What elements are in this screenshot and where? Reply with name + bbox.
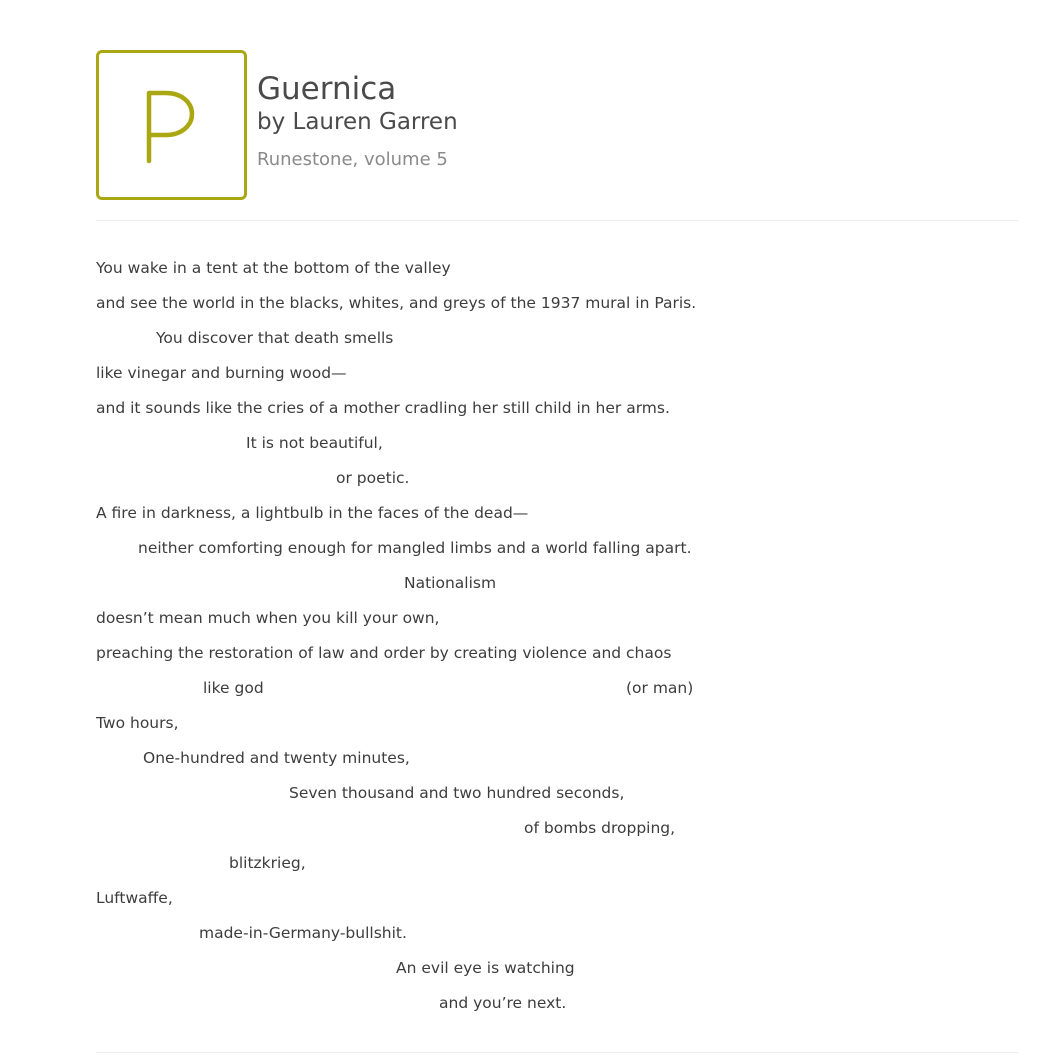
- poem-line: An evil eye is watching: [396, 959, 575, 977]
- poem-line: and it sounds like the cries of a mother cradling her still child in her arms.: [96, 399, 670, 417]
- poem-line: One-hundred and twenty minutes,: [143, 749, 410, 767]
- poem-line: A fire in darkness, a lightbulb in the faces of the dead—: [96, 504, 529, 522]
- p-letter-icon: [99, 53, 244, 197]
- publication-logo: [96, 50, 247, 200]
- poem-line: Luftwaffe,: [96, 889, 173, 907]
- poem-line: or poetic.: [336, 469, 410, 487]
- title-block: [257, 70, 458, 172]
- poem-line: It is not beautiful,: [246, 434, 383, 452]
- poem-line: of bombs dropping,: [524, 819, 676, 837]
- poem-line: and see the world in the blacks, whites, and greys of the 1937 mural in Paris.: [96, 294, 697, 312]
- poem-line: You discover that death smells: [156, 329, 394, 347]
- header-divider: [96, 220, 1018, 221]
- poem-line: neither comforting enough for mangled limbs and a world falling apart.: [138, 539, 692, 557]
- poem-line: Seven thousand and two hundred seconds,: [289, 784, 625, 802]
- poem-line: like god: [203, 679, 264, 697]
- footer-divider: [96, 1052, 1018, 1053]
- author-byline: by Lauren Garren: [257, 109, 458, 135]
- poem-line: doesn’t mean much when you kill your own,: [96, 609, 440, 627]
- poem-title: Guernica: [257, 71, 397, 107]
- poem-line: preaching the restoration of law and order by creating violence and chaos: [96, 644, 672, 662]
- poem-line: Two hours,: [96, 714, 179, 732]
- poem-line: Nationalism: [404, 574, 497, 592]
- poem-line: and you’re next.: [439, 994, 567, 1012]
- poem-line: You wake in a tent at the bottom of the valley: [96, 259, 451, 277]
- poem-line: like vinegar and burning wood—: [96, 364, 347, 382]
- publication-source: Runestone, volume 5: [257, 149, 448, 170]
- article: [96, 50, 1018, 1012]
- article-header: [96, 50, 1018, 200]
- poem-line: made-in-Germany-bullshit.: [199, 924, 407, 942]
- poem-line: (or man): [626, 679, 694, 697]
- poem-line: blitzkrieg,: [229, 854, 306, 872]
